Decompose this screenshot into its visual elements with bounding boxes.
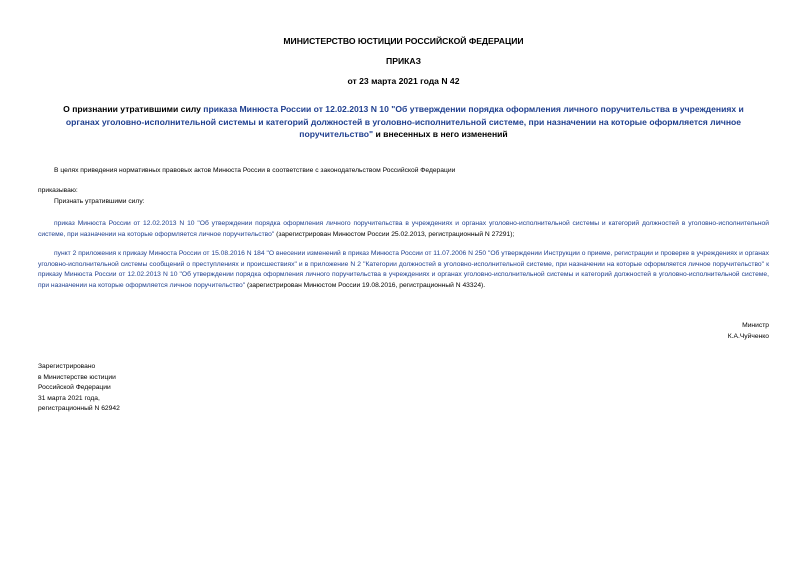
registration-line: Российской Федерации: [38, 384, 111, 392]
title-order-link[interactable]: приказа Минюста России от 12.02.2013 N 10 "Об утверждении порядка оформления личного поручительства в учреждениях и органах уголовно-исполнительной системы и категорий должностей в уголовно-исполнительной системе, при назначении на которые оформляется личное поручительство": [65, 104, 744, 139]
registration-line: Зарегистрировано: [38, 363, 96, 370]
item1-order-link[interactable]: приказ Минюста России от 12.02.2013 N 10 "Об утверждении порядка оформления личного поручительства в учреждениях и органах уголовно-исполнительной системы и категорий должностей в уголовно-исполнительной системе, при назначении на которые оформляется личное поручительство": [38, 220, 769, 238]
repealed-item-1: [38, 219, 769, 240]
title-suffix: и внесенных в него изменений: [373, 129, 508, 139]
registration-block: [38, 362, 120, 415]
signature-name: К.А.Чуйченко: [727, 332, 769, 340]
order-word: приказываю:: [38, 187, 78, 194]
title-prefix: О признании утратившими силу: [63, 104, 204, 114]
registration-line: регистрационный N 62942: [38, 405, 120, 413]
registration-line: в Министерстве юстиции: [38, 373, 116, 381]
repealed-item-2: [38, 249, 769, 291]
item2-order-link[interactable]: пункт 2 приложения к приказу Минюста России от 15.08.2016 N 184 "О внесении изменений в приказ Минюста России от 11.07.2006 N 250 "Об утверждении Инструкции о приеме, регистрации и проверке в учреждениях и органах уголовно-исполнительной системы сообщений о преступлениях и происшествиях" и в приложение N 2 "Категории должностей в уголовно-исполнительной системе, при назначении на которые оформляется личное поручительство" к приказу Минюста России от 12.02.2013 N 10 "Об утверждении порядка оформления личного поручительства в учреждениях и органах уголовно-исполнительной системы и категорий должностей в уголовно-исполнительной системе, при назначении на которые оформляется личное поручительство": [38, 250, 769, 289]
document-title: [50, 103, 757, 141]
signature-block: [728, 321, 769, 342]
item2-registration: (зарегистрирован Минюстом России 19.08.2016, регистрационный N 43324).: [245, 281, 486, 289]
date-number-heading: от 23 марта 2021 года N 42: [347, 76, 460, 86]
doc-type-heading: ПРИКАЗ: [386, 56, 421, 66]
registration-line: 31 марта 2021 года,: [38, 394, 100, 402]
item1-registration: (зарегистрирован Минюстом России 25.02.2013, регистрационный N 27291);: [274, 230, 515, 238]
intro-paragraph: В целях приведения нормативных правовых актов Минюста России в соответствие с законодательством Российской Федерации: [54, 167, 456, 174]
signature-position: Министр: [742, 322, 769, 329]
ministry-heading: МИНИСТЕРСТВО ЮСТИЦИИ РОССИЙСКОЙ ФЕДЕРАЦИИ: [283, 36, 524, 46]
declare-paragraph: Признать утратившими силу:: [54, 198, 145, 205]
